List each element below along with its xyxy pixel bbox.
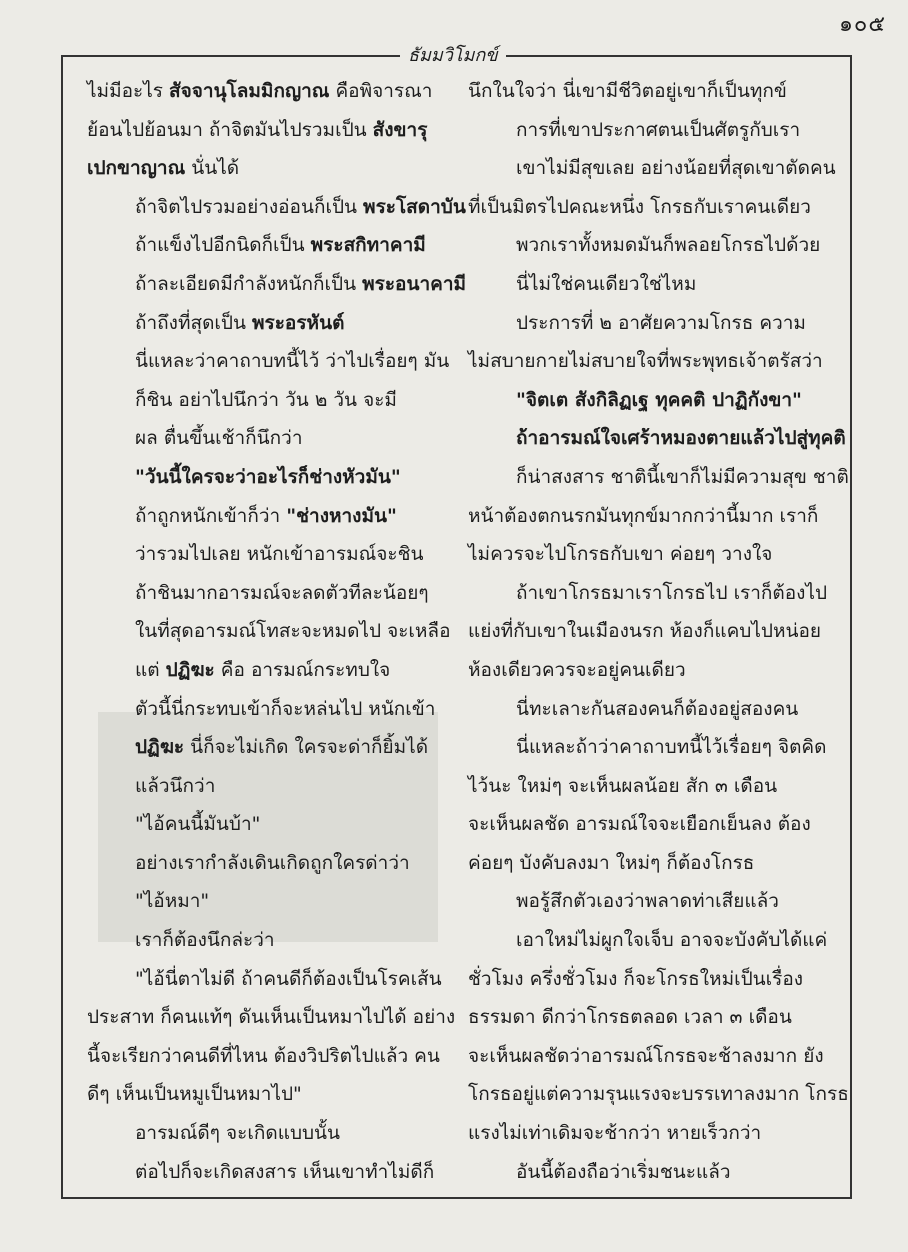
line-text: เขาไม่มีสุขเลย อย่างน้อยที่สุดเขาตัดคน <box>516 157 836 180</box>
text-line <box>468 998 838 1037</box>
line-text: นึกในใจว่า นี่เขามีชีวิตอยู่เขาก็เป็นทุกข์ <box>468 80 787 102</box>
line-text: ชั่วโมง ครึ่งชั่วโมง ก็จะโกรธใหม่เป็นเรื่อง <box>468 967 804 990</box>
line-text: เราก็ต้องนึกล่ะว่า <box>135 929 275 952</box>
text-line <box>87 960 447 999</box>
bold-term: พระสกิทาคามี <box>310 234 426 257</box>
line-text: นั่นได้ <box>185 157 240 180</box>
right-text-column <box>468 72 849 1191</box>
left-text-column <box>87 72 467 1191</box>
line-text: ในที่สุดอารมณ์โทสะจะหมดไป จะเหลือ <box>135 620 451 643</box>
text-line <box>468 844 838 883</box>
line-text: ย้อนไปย้อนมา ถ้าจิตมันไปรวมเป็น <box>87 118 373 141</box>
line-text: ถ้าถูกหนักเข้าก็ว่า <box>135 504 287 527</box>
text-line <box>87 265 467 304</box>
line-text: คือ อารมณ์กระทบใจ <box>214 658 391 681</box>
text-line <box>87 458 447 497</box>
text-line <box>468 1153 838 1192</box>
line-text: ตัวนี้นี่กระทบเข้าก็จะหล่นไป หนักเข้า <box>135 697 436 720</box>
text-line <box>87 882 447 921</box>
line-text: ไม่มีอะไร <box>87 80 170 102</box>
text-line <box>87 304 447 343</box>
line-text: นี่ทะเลาะกันสองคนก็ต้องอยู่สองคน <box>516 697 799 720</box>
line-text: ผล ตื่นขึ้นเช้าก็นึกว่า <box>135 427 303 450</box>
line-text: ว่ารวมไปเลย หนักเข้าอารมณ์จะชิน <box>135 543 424 566</box>
line-text: ห้องเดียวควรจะอยู่คนเดียว <box>468 658 686 681</box>
text-line <box>468 882 838 921</box>
line-text: "ไอ้คนนี้มันบ้า" <box>135 813 261 836</box>
line-text: แต่ <box>135 658 166 681</box>
line-text: ก็น่าสงสาร ชาตินี้เขาก็ไม่มีความสุข ชาติ <box>516 465 849 488</box>
text-line <box>87 690 447 729</box>
line-text: อย่างเรากำลังเดินเกิดถูกใครด่าว่า <box>135 851 410 874</box>
text-line <box>87 72 447 111</box>
text-line <box>468 226 838 265</box>
text-line <box>87 574 447 613</box>
bold-term: "วันนี้ใครจะว่าอะไรก็ช่างหัวมัน" <box>135 465 401 488</box>
line-text: แล้วนึกว่า <box>135 774 216 797</box>
line-text: อันนี้ต้องถือว่าเริ่มชนะแล้ว <box>516 1160 731 1183</box>
line-text: ธรรมดา ดีกว่าโกรธตลอด เวลา ๓ เดือน <box>468 1006 792 1029</box>
bold-term: ปฏิฆะ <box>165 658 215 681</box>
text-line <box>87 651 447 690</box>
text-line <box>87 342 450 381</box>
text-line <box>87 497 447 536</box>
text-line <box>87 844 447 883</box>
line-text: ค่อยๆ บังคับลงมา ใหม่ๆ ก็ต้องโกรธ <box>468 851 755 874</box>
line-text: จะเห็นผลชัด อารมณ์ใจจะเยือกเย็นลง ต้อง <box>468 813 811 836</box>
bold-term: สัจจานุโลมมิกญาณ <box>169 80 330 102</box>
text-line <box>87 188 466 227</box>
text-line <box>87 149 447 188</box>
bold-term: "ช่างหางมัน" <box>286 504 397 527</box>
line-text: พอรู้สึกตัวเองว่าพลาดท่าเสียแล้ว <box>516 890 779 913</box>
line-text: ถ้าละเอียดมีกำลังหนักก็เป็น <box>135 272 363 295</box>
text-line <box>468 497 838 536</box>
line-text: "ไอ้นี่ตาไม่ดี ถ้าคนดีก็ต้องเป็นโรคเส้น <box>135 967 442 990</box>
line-text: หน้าต้องตกนรกมันทุกข์มากกว่านี้มาก เราก็ <box>468 504 819 527</box>
text-line <box>87 1037 447 1076</box>
line-text: คือพิจารณา <box>329 80 433 102</box>
text-line <box>468 535 838 574</box>
text-line <box>468 728 838 767</box>
text-line <box>468 381 838 420</box>
line-text: ไม่ควรจะไปโกรธกับเขา ค่อยๆ วางใจ <box>468 543 773 566</box>
line-text: ต่อไปก็จะเกิดสงสาร เห็นเขาทำไม่ดีก็ <box>135 1160 435 1183</box>
line-text: อารมณ์ดีๆ จะเกิดแบบนั้น <box>135 1122 341 1145</box>
text-line <box>87 1114 447 1153</box>
line-text: ไม่สบายกายไม่สบายใจที่พระพุทธเจ้าตรัสว่า <box>468 350 823 373</box>
text-line <box>468 149 838 188</box>
text-line <box>87 998 456 1037</box>
line-text: ที่เป็นมิตรไปคณะหนึ่ง โกรธกับเราคนเดียว <box>468 195 811 218</box>
text-line <box>468 304 838 343</box>
line-text: ประสาท ก็คนแท้ๆ ดันเห็นเป็นหมาไปได้ อย่าง <box>87 1006 456 1029</box>
bold-term: "จิตเต สังกิลิฏเฐ ทุคคติ ปาฏิกังขา" <box>516 388 802 411</box>
text-line <box>87 805 447 844</box>
bold-term: พระโสดาบัน <box>363 195 466 218</box>
running-header: ธัมมวิโมกข์ <box>400 40 506 69</box>
text-line <box>87 535 447 574</box>
line-text: ถ้าเขาโกรธมาเราโกรธไป เราก็ต้องไป <box>516 581 828 604</box>
text-line <box>87 921 447 960</box>
text-line <box>468 458 849 497</box>
bold-term: พระอรหันต์ <box>252 311 345 334</box>
line-text: ไว้นะ ใหม่ๆ จะเห็นผลน้อย สัก ๓ เดือน <box>468 774 778 797</box>
text-line <box>468 612 838 651</box>
text-line <box>87 1153 447 1192</box>
line-text: นี่แหละถ้าว่าคาถาบทนี้ไว้เรื่อยๆ จิตคิด <box>516 736 827 759</box>
line-text: นี่แหละว่าคาถาบทนี้ไว้ ว่าไปเรื่อยๆ มัน <box>135 350 450 373</box>
line-text: ถ้าจิตไปรวมอย่างอ่อนก็เป็น <box>135 195 364 218</box>
bold-term: พระอนาคามี <box>362 272 467 295</box>
text-line <box>87 381 447 420</box>
text-line <box>468 921 838 960</box>
line-text: เอาใหม่ไม่ผูกใจเจ็บ อาจจะบังคับได้แค่ <box>516 929 828 952</box>
text-line <box>468 72 838 111</box>
line-text: "ไอ้หมา" <box>135 890 210 913</box>
line-text: ก็ชิน อย่าไปนึกว่า วัน ๒ วัน จะมี <box>135 388 397 411</box>
line-text: นี่ไม่ใช่คนเดียวใช่ไหม <box>516 272 697 295</box>
text-line <box>468 574 838 613</box>
text-line <box>468 342 838 381</box>
text-line <box>468 419 846 458</box>
line-text: การที่เขาประกาศตนเป็นศัตรูกับเรา <box>516 118 801 141</box>
bold-term: สังขารุ <box>372 118 428 141</box>
text-line <box>468 767 838 806</box>
text-line <box>87 728 447 767</box>
line-text: แรงไม่เท่าเดิมจะช้ากว่า หายเร็วกว่า <box>468 1122 762 1145</box>
line-text: ถ้าชินมากอารมณ์จะลดตัวทีละน้อยๆ <box>135 581 429 604</box>
bold-term: ปฏิฆะ <box>135 736 185 759</box>
line-text: นี่ก็จะไม่เกิด ใครจะด่าก็ยิ้มได้ <box>184 736 429 759</box>
text-line <box>468 1037 838 1076</box>
line-text: แย่งที่กับเขาในเมืองนรก ห้องก็แคบไปหน่อย <box>468 620 822 643</box>
text-line <box>468 111 838 150</box>
line-text: ประการที่ ๒ อาศัยความโกรธ ความ <box>516 311 806 334</box>
text-line <box>87 1075 447 1114</box>
line-text: จะเห็นผลชัดว่าอารมณ์โกรธจะช้าลงมาก ยัง <box>468 1044 824 1067</box>
line-text: ถ้าถึงที่สุดเป็น <box>135 311 252 334</box>
line-text: นี้จะเรียกว่าคนดีที่ไหน ต้องวิปริตไปแล้ว คน <box>87 1044 440 1067</box>
text-line <box>87 612 451 651</box>
text-line <box>468 651 838 690</box>
bold-term: เปกขาญาณ <box>87 157 186 180</box>
text-line <box>87 226 447 265</box>
text-line <box>468 690 838 729</box>
text-line <box>87 419 447 458</box>
line-text: ถ้าแข็งไปอีกนิดก็เป็น <box>135 234 311 257</box>
page-number: ๑๐๕ <box>838 12 886 37</box>
text-line <box>87 111 447 150</box>
text-line <box>87 767 447 806</box>
line-text: พวกเราทั้งหมดมันก็พลอยโกรธไปด้วย <box>516 234 821 257</box>
text-line <box>468 1075 849 1114</box>
bold-term: ถ้าอารมณ์ใจเศร้าหมองตายแล้วไปสู่ทุคติ <box>516 427 846 450</box>
text-line <box>468 960 838 999</box>
text-line <box>468 805 838 844</box>
text-line <box>468 265 838 304</box>
line-text: โกรธอยู่แต่ความรุนแรงจะบรรเทาลงมาก โกรธ <box>468 1083 849 1106</box>
text-line <box>468 1114 838 1153</box>
line-text: ดีๆ เห็นเป็นหมูเป็นหมาไป" <box>87 1083 302 1106</box>
text-line <box>468 188 838 227</box>
